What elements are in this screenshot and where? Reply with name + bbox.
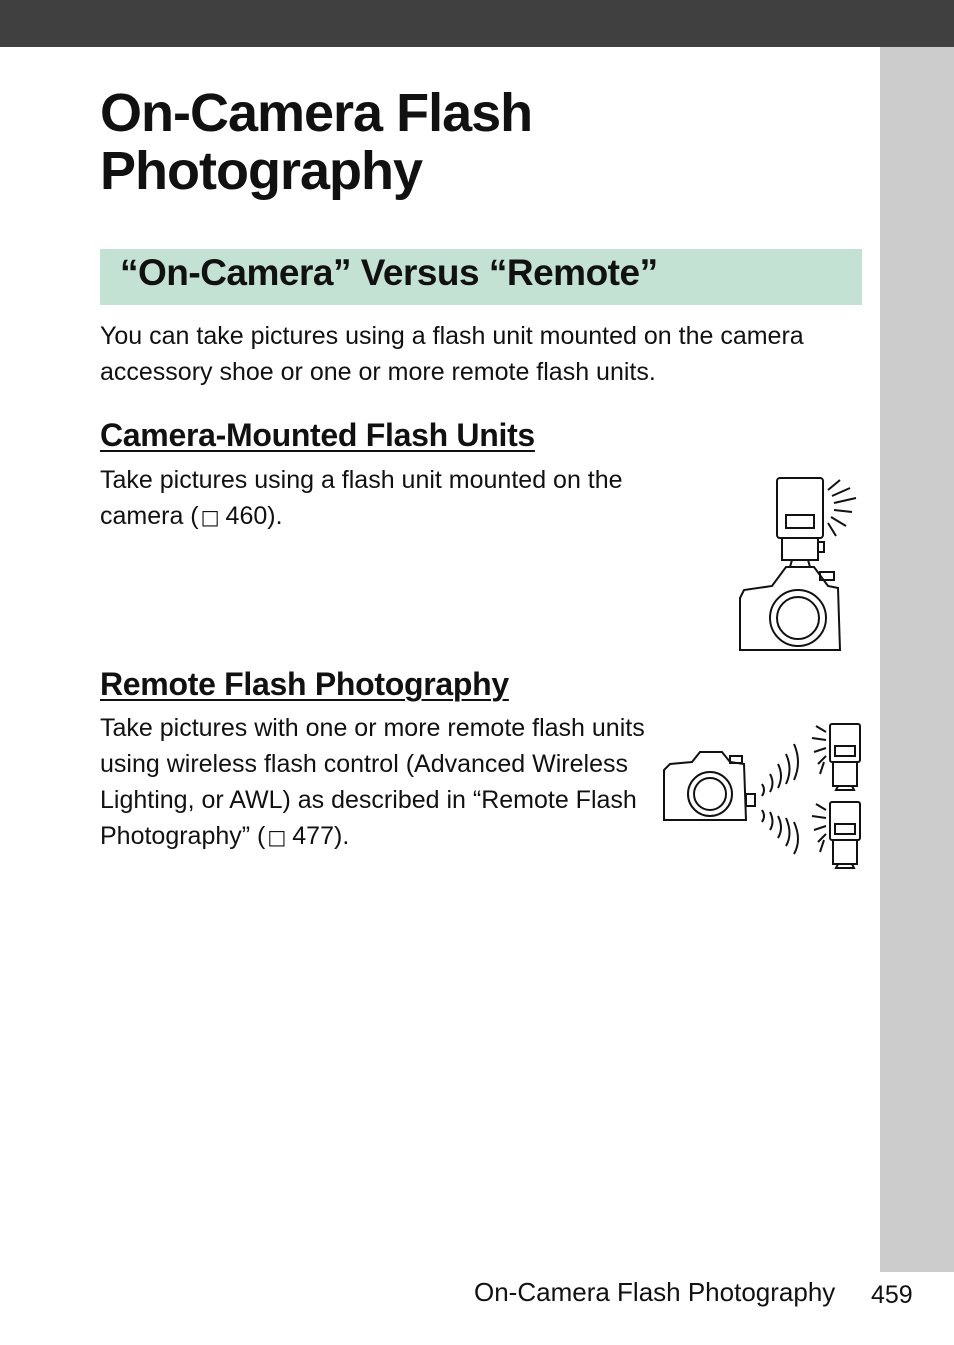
remote-flash-text-after: ). (334, 822, 350, 850)
page-ref-link[interactable]: 460 (225, 502, 268, 530)
page-ref-link[interactable]: 477 (292, 822, 334, 850)
camera-mounted-text-after: ). (267, 502, 283, 530)
page-number: 459 (871, 1281, 913, 1309)
camera-mounted-flash-illustration (732, 470, 864, 654)
remote-flash-text-before: Take pictures with one or more remote flash units using wireless flash control (Advanced Wireless Lighting, or AWL) as described in “Remote Flash Photography” ( (100, 714, 645, 850)
section-heading: “On-Camera” Versus “Remote” (120, 252, 658, 293)
page-title: On-Camera Flash Photography (100, 83, 533, 201)
remote-flash-heading: Remote Flash Photography (100, 666, 509, 702)
side-tab (880, 47, 954, 1272)
camera-mounted-heading: Camera-Mounted Flash Units (100, 417, 535, 453)
remote-flash-text (100, 710, 660, 855)
remote-flash-illustration (658, 718, 864, 870)
book-icon: □ (267, 825, 287, 849)
camera-mounted-text-before: Take pictures using a flash unit mounted on the camera ( (100, 466, 623, 530)
intro-paragraph: You can take pictures using a flash unit mounted on the camera accessory shoe or one or more remote flash units. (100, 322, 804, 386)
book-icon: □ (200, 505, 220, 529)
top-bar (0, 0, 954, 47)
footer-title: On-Camera Flash Photography (474, 1277, 836, 1307)
camera-mounted-text (100, 462, 700, 535)
section-banner (100, 249, 862, 305)
